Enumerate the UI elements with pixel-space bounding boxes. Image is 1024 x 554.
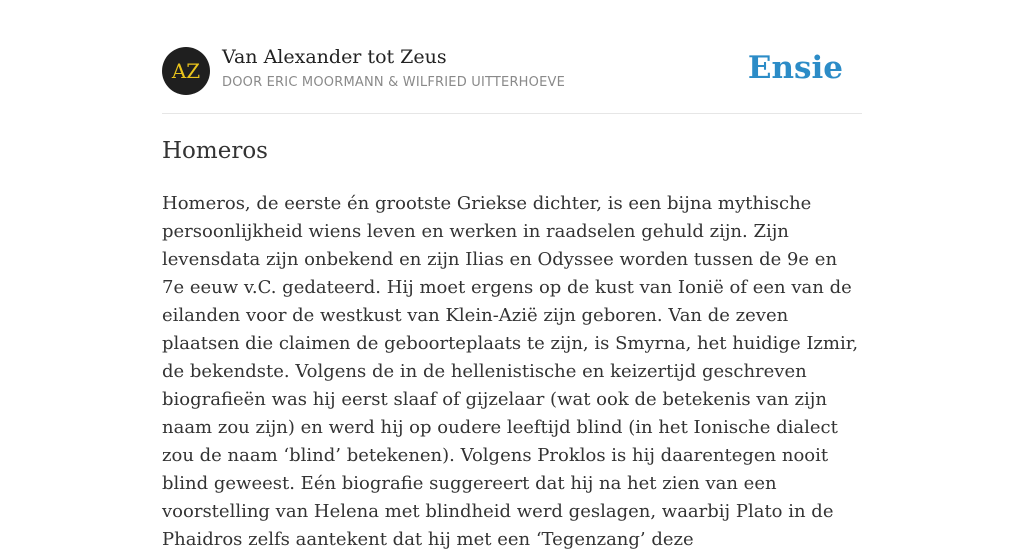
entry-paragraph: Homeros, de eerste én grootste Griekse dichter, is een bijna mythische persoonlijkheid wiens leven en werken in raadselen gehuld zijn. Zijn levensdata zijn onbekend en zijn Ilias en Odyssee worden tussen de 9e en 7e eeuw v.C. gedateerd. Hij moet ergens op de kust van Ionië of een van de eilanden voor de westkust van Klein-Azië zijn geboren. Van de zeven plaatsen die claimen de geboorteplaats te zijn, is Smyrna, het huidige Izmir, de bekendste. Volgens de in de hellenistische en keizertijd geschreven biografieën was hij eerst slaaf of gijzelaar (wat ook de betekenis van zijn naam zou zijn) en werd hij op oudere leeftijd blind (in het Ionische dialect zou de naam ‘blind’ betekenen). Volgens Proklos is hij daarentegen nooit blind geweest. Eén biografie suggereert dat hij na het zien van een voorstelling van Helena met blindheid werd geslagen, waarbij Plato in de Phaidros zelfs aantekent dat hij met een ‘Tegenzang’ deze bbox=[162, 193, 859, 550]
ensie-logo[interactable]: Ensie bbox=[747, 50, 843, 86]
book-authors: DOOR ERIC MOORMANN & WILFRIED UITTERHOEVE bbox=[222, 75, 566, 90]
book-title[interactable]: Van Alexander tot Zeus bbox=[222, 46, 447, 68]
entry-title: Homeros bbox=[162, 138, 268, 164]
entry-card bbox=[162, 0, 862, 550]
card-header bbox=[162, 0, 862, 114]
entry-body bbox=[162, 190, 862, 554]
avatar[interactable]: AZ bbox=[162, 47, 210, 95]
